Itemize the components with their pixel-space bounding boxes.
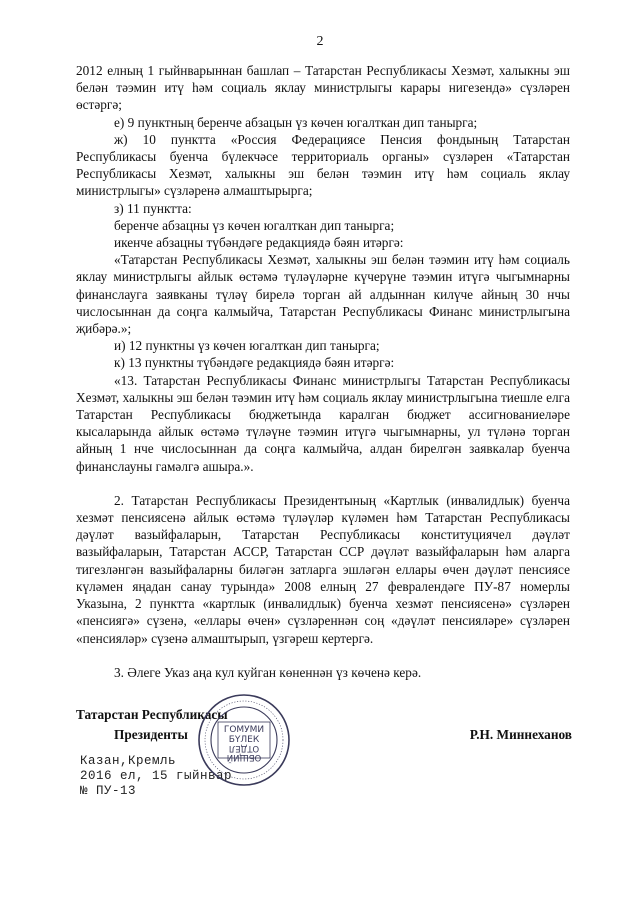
paragraph-section-3: 3. Әлеге Указ аңа кул куйган көненнән үз көченә керә. <box>114 664 422 680</box>
stamp-line-3: ОТДЕЛ <box>228 743 260 753</box>
document-body <box>76 62 570 681</box>
paragraph-item-zh: ж) 10 пунктта «Россия Федерациясе Пенсия фондының Татарстан Республикасы буенча бүлекчәсе территориаль органы» сүзләрен «Татарстан Республикасы Хезмәт, халыкны эш белән тәэмин итү һәм социаль яклау министрлыгы» сүзләренә алмаштырырга; <box>76 131 570 199</box>
paragraph-quote-11: «Татарстан Республикасы Хезмәт, халыкны эш белән тәэмин итү һәм социаль яклау министрлыгы айлык өстәмә түләүләрне күчерүне тәэмин итүгә чыгымнарны финанслауга заявканы түләү бирелә торган ай алдыннан килүче айның 30 нчы числосыннан да соңга калмыйча, Татарстан Республикасы Финанс министрлыгына җибәрә.»; <box>76 252 570 337</box>
paragraph-quote-13: «13. Татарстан Республикасы Финанс министрлыгы Татарстан Республикасы Хезмәт, халыкны эш белән тәэмин итү һәм социаль яклау министрлыгына тиешле елга Татарстан Республикасы бюджетында каралган бюджет ассигнованиеләре кысаларында айлык өстәмә түләүне тәэмин итүгә чыгымнарны, ул түләнә торган айның 1 нче числосыннан да соңга калмыйча, алдан бирелгән заявкалар буенча финанслауны гамәлгә ашыра.». <box>76 372 570 474</box>
signature-block <box>76 707 576 807</box>
paragraph-section-2: 2. Татарстан Республикасы Президентының «Картлык (инвалидлык) буенча хезмәт пенсиясенә айлык өстәмә түләүләр күләмен һәм Татарстан Республикасы дәүләт вазыйфаларын, Татарстан Республикасы конституциячел дәүләт вазыйфаларын, Татарстан АССР, Татарстан ССР дәүләт вазыйфаларын һәм аларга тигезләнгән вазыйфаларны биләгән затларга эшләгән еллары өчен дәүләт пенсиясе күләмен яңадан санау турында» 2008 елның 27 февралендәге ПУ-87 номерлы Указына, 2 пунктта «картлык (инвалидлык) буенча хезмәт пенсиясенә» сүзләрен «пенсиягә» сүзенә, «еллары өчен» сүзләреннән соң «дәүләт пенсияләре» сүзләрен «пенсияләр» сүзенә алмаштырып, үзгәреш кертергә. <box>76 492 570 646</box>
signatory-name: Р.Н. Миннеханов <box>469 727 572 742</box>
paragraph-item-e: е) 9 пунктның беренче абзацын үз көчен югалткан дип танырга; <box>114 114 478 130</box>
signatory-title-line2: Президенты <box>114 727 188 742</box>
page-number: 2 <box>316 34 324 49</box>
stamp-line-2: БҮЛЕК <box>228 735 260 745</box>
paragraph-item-z: з) 11 пунктта: <box>114 200 192 216</box>
signatory-title-line1: Татарстан Республикасы <box>76 707 228 722</box>
paragraph-item-i: и) 12 пунктны үз көчен югалткан дип танырга; <box>114 338 380 354</box>
official-stamp <box>196 692 292 788</box>
paragraph-second-abzac: икенче абзацны түбәндәге редакциядә бәян итәргә: <box>114 235 404 251</box>
date-line: 2016 ел, 15 гыйнвар <box>80 769 233 783</box>
paragraph-first-abzac: беренче абзацны үз көчен югалткан дип танырга; <box>114 217 395 233</box>
paragraph-continuation: 2012 елның 1 гыйнварыннан башлап – Татарстан Республикасы Хезмәт, халыкны эш белән тәэмин итү һәм социаль яклау министрлыгы карары нигезендә» сүзләрен өстәргә; <box>76 63 570 113</box>
stamp-line-4: ОБЩИЙ <box>226 752 262 762</box>
decree-number: № ПУ-13 <box>80 784 137 798</box>
paragraph-item-k: к) 13 пунктны түбәндәге редакциядә бәян итәргә: <box>114 355 395 371</box>
place-line: Казан,Кремль <box>80 754 177 768</box>
stamp-line-1: ГОМУМИ <box>223 725 265 735</box>
